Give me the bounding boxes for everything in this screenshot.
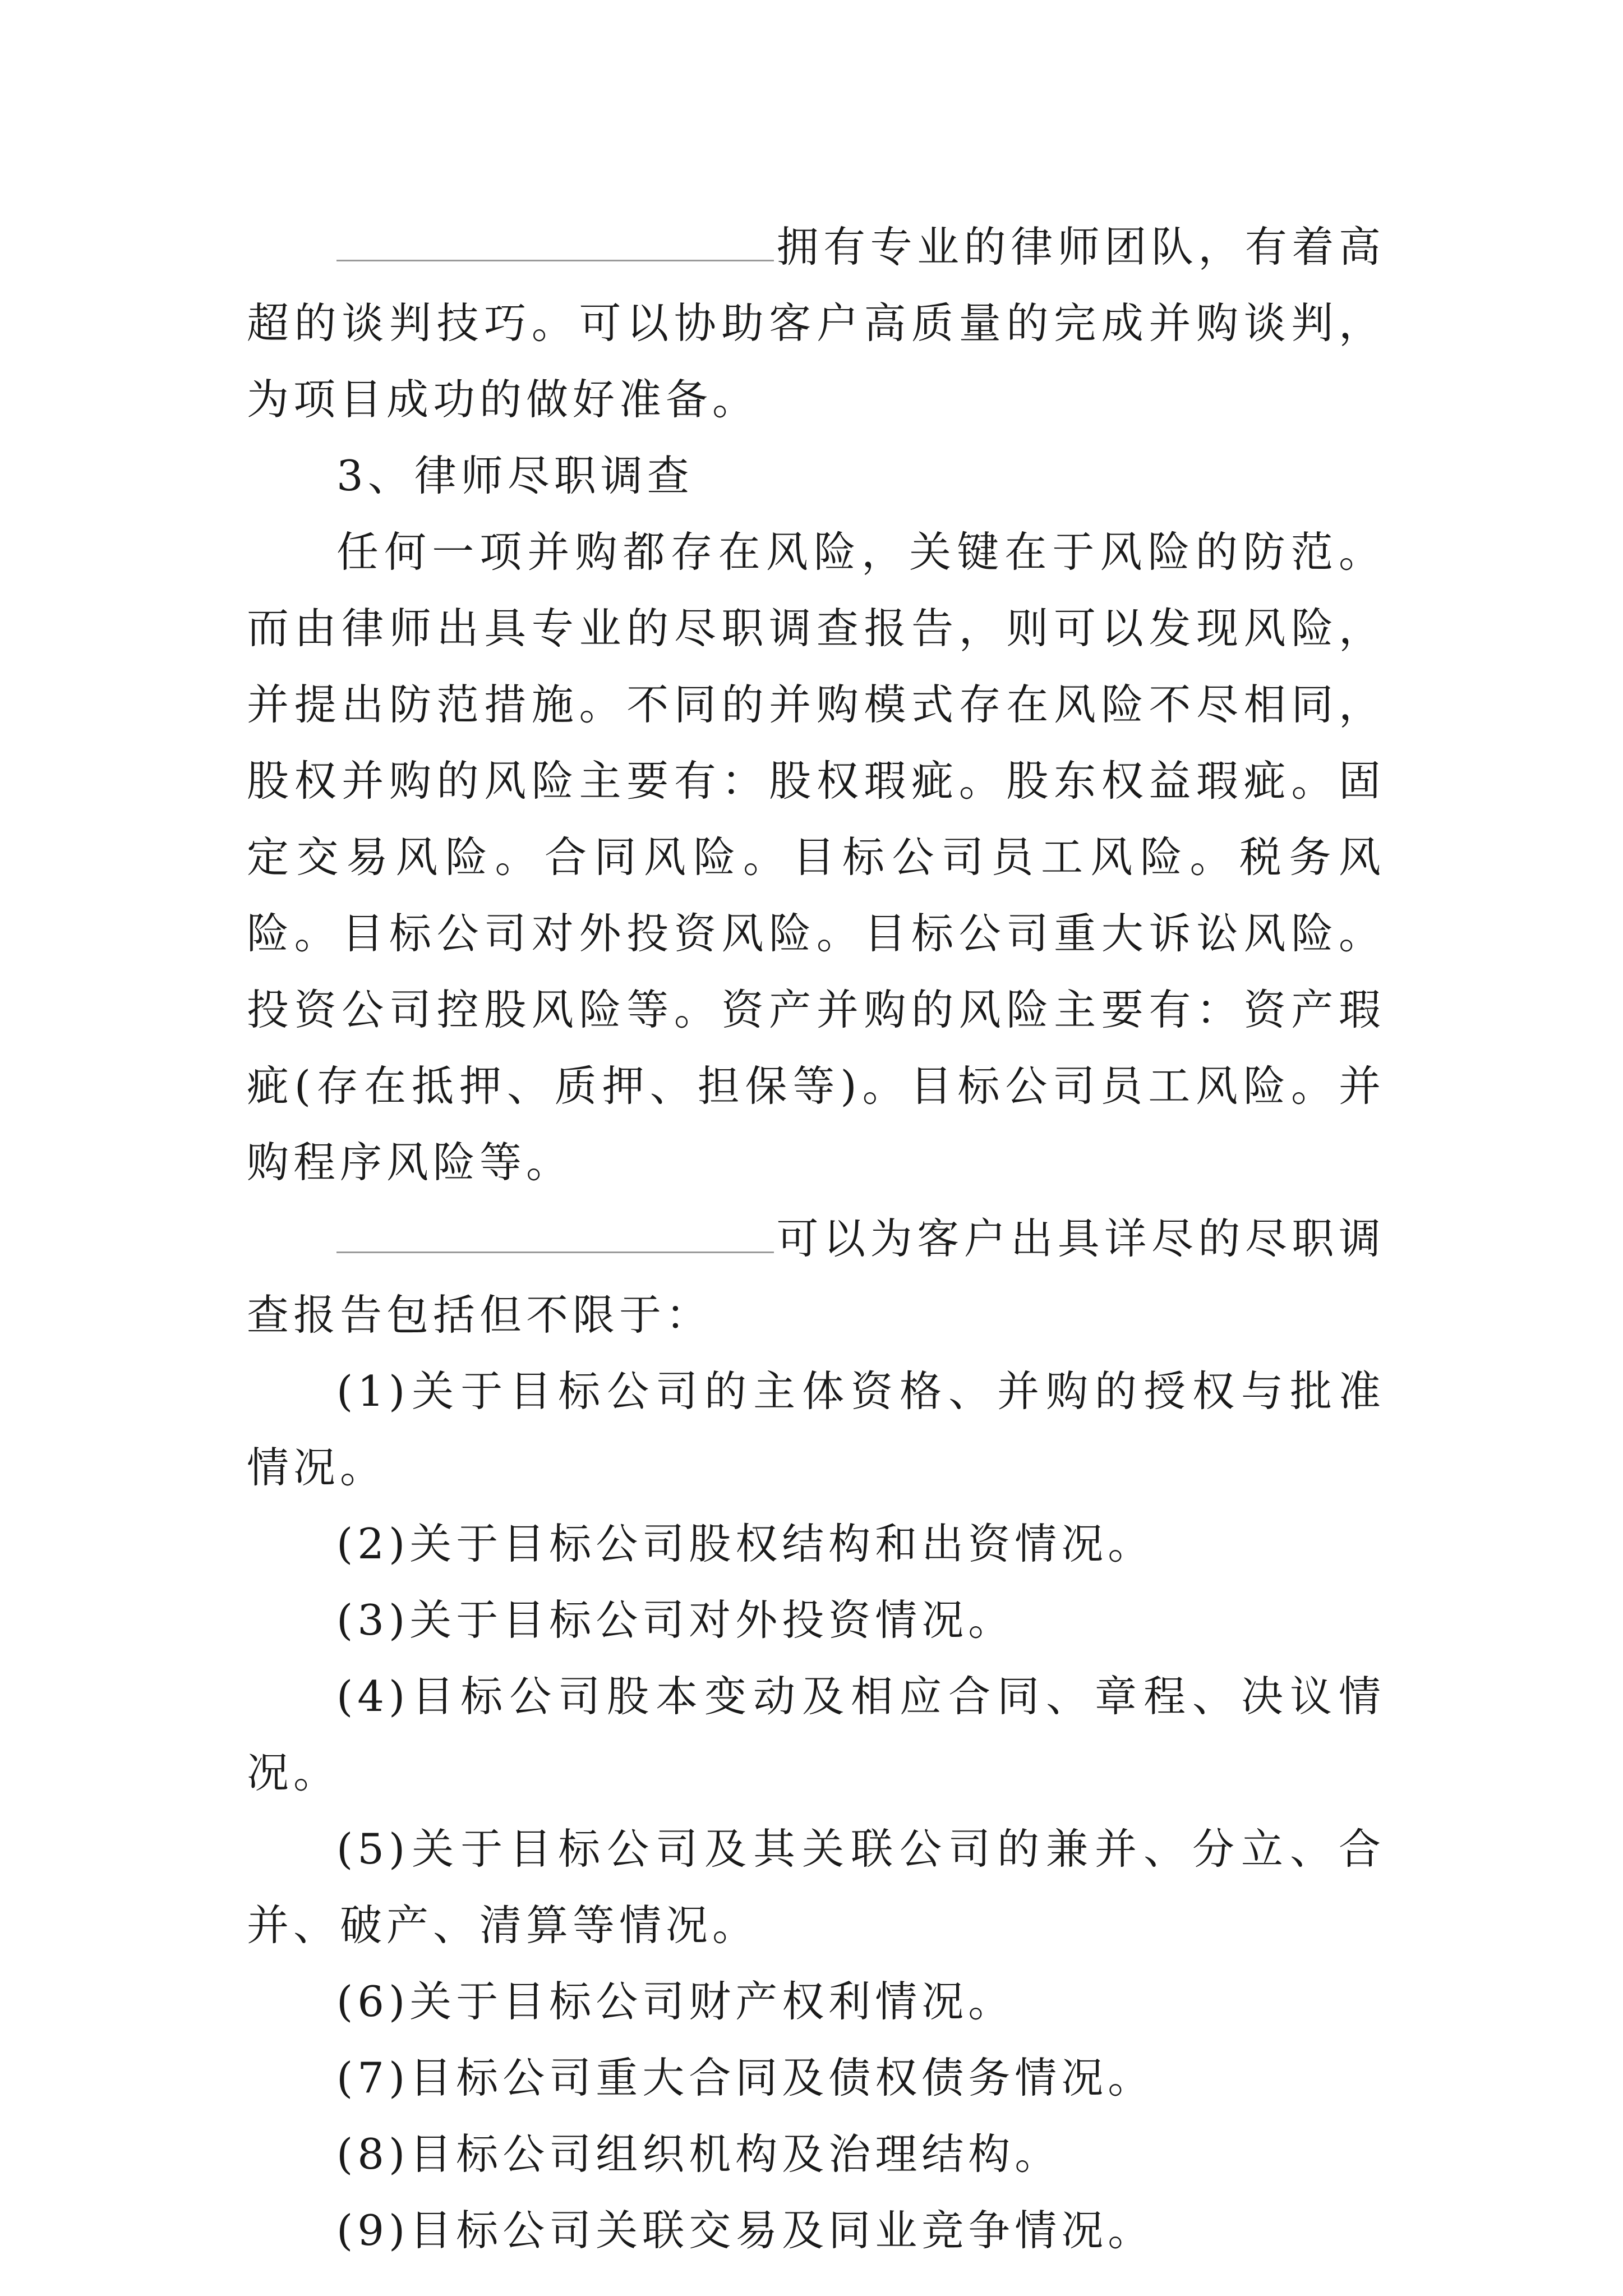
list-item: (6)关于目标公司财产权利情况。 bbox=[336, 1977, 1015, 2026]
paragraph-report bbox=[247, 1200, 1385, 1353]
list-item: (1)关于目标公司的主体资格、并购的授权与批准情况。 bbox=[247, 1366, 1385, 1492]
fill-in-blank bbox=[336, 226, 774, 261]
list-item: (2)关于目标公司股权结构和出资情况。 bbox=[336, 1519, 1155, 1568]
paragraph-team bbox=[247, 209, 1385, 438]
list-item: (3)关于目标公司对外投资情况。 bbox=[336, 1595, 1015, 1645]
fill-in-blank bbox=[336, 1218, 774, 1253]
list-item: (9)目标公司关联交易及同业竞争情况。 bbox=[336, 2206, 1155, 2255]
list-item: (7)目标公司重大合同及债权债务情况。 bbox=[336, 2053, 1155, 2102]
paragraph-risk: 任何一项并购都存在风险，关键在于风险的防范。而由律师出具专业的尽职调查报告，则可以发现风险，并提出防范措施。不同的并购模式存在风险不尽相同，股权并购的风险主要有：股权瑕疵。股东权益瑕疵。固定交易风险。合同风险。目标公司员工风险。税务风险。目标公司对外投资风险。目标公司重大诉讼风险。投资公司控股风险等。资产并购的风险主要有：资产瑕疵(存在抵押、质押、担保等)。目标公司员工风险。并购程序风险等。 bbox=[247, 527, 1385, 1187]
section-heading-due-diligence: 3、律师尽职调查 bbox=[336, 451, 694, 500]
list-item: (4)目标公司股本变动及相应合同、章程、决议情况。 bbox=[247, 1672, 1385, 1797]
list-item: (5)关于目标公司及其关联公司的兼并、分立、合并、破产、清算等情况。 bbox=[247, 1824, 1385, 1950]
paragraph-report-text: 可以为客户出具详尽的尽职调查报告包括但不限于： bbox=[247, 1214, 1385, 1340]
list-item: (8)目标公司组织机构及治理结构。 bbox=[336, 2129, 1062, 2179]
document-body bbox=[247, 209, 1385, 2269]
paragraph-team-text: 拥有专业的律师团队，有着高超的谈判技巧。可以协助客户高质量的完成并购谈判，为项目成功的做好准备。 bbox=[247, 222, 1385, 424]
